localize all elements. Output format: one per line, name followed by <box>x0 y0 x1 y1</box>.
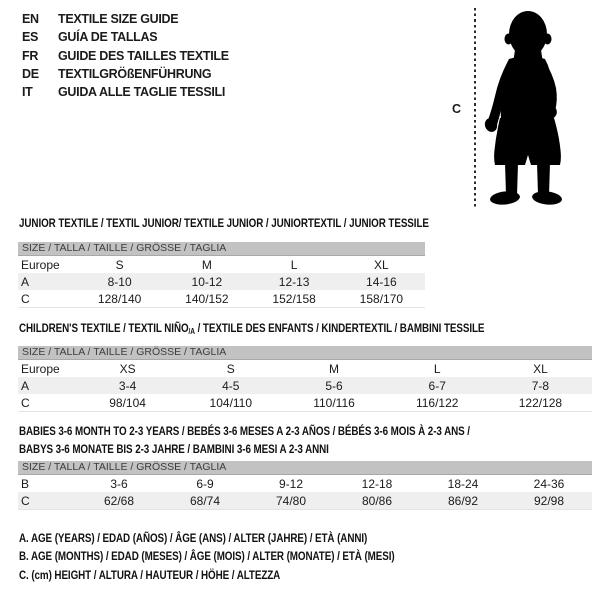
table-row <box>18 475 592 492</box>
table-cell: 152/158 <box>272 291 316 306</box>
language-row <box>22 47 229 65</box>
table-column-header: S <box>226 361 235 376</box>
title-line: BABYS 3-6 MONATE BIS 2-3 JAHRE / BAMBINI 3-6 MESI A 2-3 ANNI <box>19 442 329 457</box>
table-column-header: L <box>290 257 298 272</box>
legend-line-b: B. AGE (MONTHS) / EDAD (MESES) / ÂGE (MOIS) / ALTER (MONATE) / ETÀ (MESI) <box>19 549 395 564</box>
legend <box>19 531 477 586</box>
table-cell: 6-7 <box>428 378 446 393</box>
junior-size-table <box>18 242 425 308</box>
language-row <box>22 28 229 46</box>
title-subscript: /A <box>188 327 195 336</box>
table-cell: 86/92 <box>447 493 479 508</box>
table-column-header: S <box>115 257 124 272</box>
table-cell: 104/110 <box>209 395 253 410</box>
size-header-bar: SIZE / TALLA / TAILLE / GRÖSSE / TAGLIA <box>18 461 592 475</box>
language-label: GUÍA DE TALLAS <box>58 30 158 45</box>
legend-line-a: A. AGE (YEARS) / EDAD (AÑOS) / ÂGE (ANS) / ALTER (JAHRE) / ETÀ (ANNI) <box>19 531 368 545</box>
table-header-row <box>18 256 425 273</box>
language-code: FR <box>22 48 39 63</box>
table-column-header: L <box>433 361 441 376</box>
table-cell: 18-24 <box>447 476 479 491</box>
table-row-label: C <box>21 395 30 410</box>
table-cell: 80/86 <box>361 493 393 508</box>
table-column-header: M <box>201 257 212 272</box>
table-row <box>18 273 425 290</box>
table-header-label: Europe <box>21 361 60 376</box>
table-column-header: XL <box>374 257 389 272</box>
table-cell: 98/104 <box>109 395 146 410</box>
language-row <box>22 65 229 83</box>
table-cell: 4-5 <box>222 378 240 393</box>
children-table-title <box>19 321 484 336</box>
table-row <box>18 394 592 411</box>
table-column-header: M <box>329 361 339 376</box>
table-cell: 9-12 <box>278 476 304 491</box>
language-list <box>22 10 229 101</box>
table-cell: 3-6 <box>110 476 128 491</box>
table-cell: 68/74 <box>189 493 221 508</box>
language-code: DE <box>22 67 39 82</box>
size-header-bar: SIZE / TALLA / TAILLE / GRÖSSE / TAGLIA <box>18 242 425 256</box>
table-cell: 116/122 <box>415 395 459 410</box>
table-cell: 14-16 <box>366 274 397 289</box>
table-row <box>18 377 592 394</box>
table-cell: 12-13 <box>278 274 310 289</box>
table-cell: 24-36 <box>533 476 565 491</box>
table-cell: 158/170 <box>359 291 404 306</box>
table-row-label: A <box>21 378 30 393</box>
table-row-label: C <box>21 291 30 306</box>
table-row <box>18 492 592 509</box>
table-row <box>18 290 425 307</box>
table-cell: 62/68 <box>103 493 135 508</box>
babies-table-title <box>19 422 470 458</box>
table-cell: 92/98 <box>533 493 565 508</box>
height-dashed-line <box>474 8 476 208</box>
table-cell: 110/116 <box>313 395 355 410</box>
table-cell: 7-8 <box>531 378 550 393</box>
title-text: CHILDREN'S TEXTILE / TEXTIL NIÑO <box>19 321 189 335</box>
language-label: TEXTILE SIZE GUIDE <box>58 12 179 27</box>
baby-silhouette-icon <box>482 8 568 208</box>
title-text: / TEXTILE DES ENFANTS / KINDERTEXTIL / BAMBINI TESSILE <box>194 321 485 335</box>
language-label: TEXTILGRÖßENFÜHRUNG <box>58 67 212 82</box>
title-line: BABIES 3-6 MONTH TO 2-3 YEARS / BEBÉS 3-6 MESES A 2-3 AÑOS / BÉBÉS 3-6 MOIS À 2-3 ANS / <box>19 424 470 438</box>
table-cell: 74/80 <box>275 493 307 508</box>
table-row-label: C <box>21 493 30 508</box>
table-header-row <box>18 360 592 377</box>
junior-table-title: JUNIOR TEXTILE / TEXTIL JUNIOR/ TEXTILE JUNIOR / JUNIORTEXTIL / JUNIOR TESSILE <box>19 216 429 230</box>
table-cell: 128/140 <box>97 291 142 306</box>
table-cell: 122/128 <box>518 395 563 410</box>
table-row-label: A <box>21 274 30 289</box>
language-code: IT <box>22 85 33 100</box>
babies-size-table <box>18 461 592 510</box>
size-header-bar: SIZE / TALLA / TAILLE / GRÖSSE / TAGLIA <box>18 346 592 360</box>
table-cell: 5-6 <box>325 378 343 393</box>
table-cell: 3-4 <box>118 378 137 393</box>
language-label: GUIDA ALLE TAGLIE TESSILI <box>58 85 226 100</box>
table-column-header: XS <box>119 361 136 376</box>
language-code: ES <box>22 30 39 45</box>
language-code: EN <box>22 12 39 27</box>
table-cell: 140/152 <box>185 291 229 306</box>
table-header-label: Europe <box>21 257 60 272</box>
language-label: GUIDE DES TAILLES TEXTILE <box>58 48 229 63</box>
children-size-table <box>18 346 592 412</box>
table-cell: 8-10 <box>107 274 132 289</box>
table-cell: 12-18 <box>361 476 393 491</box>
legend-line-c: C. (cm) HEIGHT / ALTURA / HAUTEUR / HÖHE / ALTEZZA <box>19 567 281 582</box>
table-column-header: XL <box>533 361 548 376</box>
language-row <box>22 10 229 28</box>
table-row-label: B <box>21 476 30 491</box>
height-measure-label: C <box>452 102 462 116</box>
table-cell: 6-9 <box>196 476 214 491</box>
table-cell: 10-12 <box>191 274 223 289</box>
language-row <box>22 83 229 101</box>
